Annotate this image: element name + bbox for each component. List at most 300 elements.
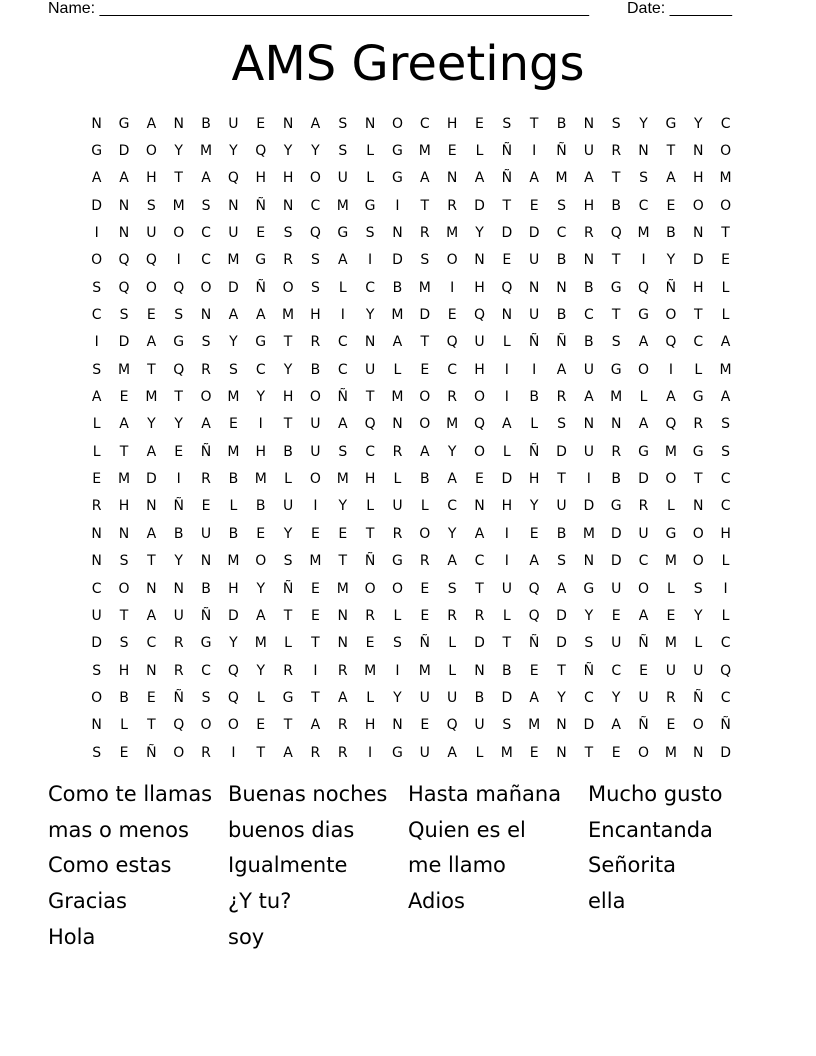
grid-letter: U [282, 498, 294, 515]
grid-letter: H [692, 279, 704, 296]
grid-letter: T [119, 443, 129, 460]
grid-letter: D [118, 143, 130, 160]
grid-letter: Y [611, 689, 621, 706]
grid-letter: G [638, 443, 649, 460]
grid-letter: A [666, 389, 676, 406]
grid-letter: T [174, 389, 183, 406]
grid-letter: T [365, 389, 375, 406]
grid-letter: N [583, 416, 595, 433]
grid-letter: A [611, 717, 621, 734]
grid-letter: E [256, 115, 266, 132]
grid-letter: N [556, 279, 567, 296]
grid-letter: R [201, 471, 211, 488]
grid-letter: N [556, 717, 567, 734]
grid-letter: H [255, 443, 266, 460]
grid-letter: C [146, 635, 157, 652]
grid-letter: U [228, 115, 239, 132]
grid-letter: Y [584, 607, 594, 624]
grid-letter: G [282, 689, 294, 706]
grid-letter: R [666, 689, 676, 706]
grid-letter: O [282, 279, 294, 296]
grid-letter: E [174, 443, 184, 460]
grid-letter: B [419, 471, 430, 488]
grid-letter: L [92, 416, 101, 433]
grid-letter: O [255, 553, 267, 570]
grid-letter: R [337, 662, 348, 679]
grid-letter: Y [529, 498, 539, 515]
grid-letter: I [258, 416, 263, 433]
grid-letter: Ñ [638, 635, 649, 652]
grid-letter: S [338, 115, 348, 132]
grid-letter: O [309, 170, 321, 187]
grid-letter: C [365, 279, 375, 296]
grid-letter: C [556, 225, 567, 242]
grid-letter: E [256, 525, 266, 542]
grid-letter: Ñ [173, 498, 184, 515]
grid-letter: C [201, 225, 211, 242]
grid-letter: Y [283, 361, 293, 378]
grid-letter: C [91, 580, 102, 597]
grid-letter: A [337, 252, 348, 269]
grid-letter: L [338, 279, 347, 296]
grid-letter: C [365, 443, 375, 460]
grid-letter: D [91, 197, 103, 214]
grid-letter: T [283, 717, 293, 734]
grid-letter: U [638, 689, 649, 706]
header [48, 0, 768, 20]
grid-letter: Q [473, 416, 485, 433]
grid-letter: E [256, 717, 266, 734]
grid-letter: C [693, 334, 704, 351]
grid-letter: S [557, 416, 566, 433]
grid-letter: C [720, 498, 731, 515]
grid-letter: S [92, 361, 102, 378]
grid-letter: D [419, 307, 431, 324]
grid-letter: I [532, 143, 537, 160]
grid-letter: S [611, 334, 621, 351]
grid-letter: Y [256, 389, 266, 406]
grid-letter: B [556, 252, 567, 269]
word-list-item: Gracias [48, 888, 127, 913]
grid-letter: G [118, 115, 130, 132]
grid-letter: I [176, 252, 181, 269]
grid-letter: A [638, 334, 649, 351]
grid-letter: H [118, 498, 130, 515]
grid-letter: G [392, 744, 403, 761]
grid-letter: R [693, 416, 704, 433]
grid-letter: B [556, 525, 567, 542]
grid-letter: G [610, 361, 622, 378]
grid-letter: S [393, 635, 402, 652]
grid-letter: C [419, 115, 430, 132]
grid-letter: C [255, 361, 266, 378]
grid-letter: Ñ [501, 143, 513, 160]
grid-letter: D [556, 443, 567, 460]
grid-letter: C [583, 689, 594, 706]
grid-letter: T [311, 689, 320, 706]
grid-letter: S [721, 443, 731, 460]
grid-letter: C [337, 361, 348, 378]
grid-letter: I [450, 279, 455, 296]
grid-letter: E [310, 525, 320, 542]
grid-letter: D [474, 197, 485, 214]
grid-letter: U [337, 170, 348, 187]
grid-letter: R [201, 744, 211, 761]
grid-letter: Q [309, 225, 321, 242]
grid-letter: D [556, 635, 567, 652]
grid-letter: U [474, 334, 485, 351]
grid-letter: S [557, 553, 566, 570]
grid-letter: D [392, 252, 403, 269]
grid-letter: N [392, 225, 403, 242]
grid-letter: N [200, 307, 212, 324]
grid-letter: R [419, 225, 430, 242]
grid-letter: S [310, 252, 320, 269]
grid-letter: Q [665, 334, 677, 351]
grid-letter: Ñ [583, 662, 595, 679]
grid-letter: L [420, 498, 429, 515]
grid-letter: I [504, 553, 509, 570]
grid-letter: E [475, 471, 484, 488]
grid-letter: M [418, 662, 431, 679]
grid-letter: T [611, 252, 621, 269]
grid-letter: M [145, 389, 158, 406]
grid-letter: Y [229, 334, 238, 351]
grid-letter: O [364, 580, 376, 597]
grid-letter: I [395, 662, 400, 679]
grid-letter: L [393, 607, 402, 624]
grid-letter: Y [229, 143, 238, 160]
grid-letter: O [419, 389, 431, 406]
grid-letter: R [337, 744, 348, 761]
grid-letter: S [228, 361, 238, 378]
grid-letter: C [720, 635, 731, 652]
grid-letter: D [118, 334, 130, 351]
grid-letter: R [447, 389, 457, 406]
grid-letter: Ñ [173, 689, 184, 706]
grid-letter: E [146, 689, 156, 706]
grid-letter: D [501, 225, 513, 242]
grid-letter: Q [638, 279, 650, 296]
word-list-item: ella [588, 888, 626, 913]
grid-letter: N [392, 416, 403, 433]
grid-letter: Ñ [638, 717, 649, 734]
grid-letter: T [283, 416, 293, 433]
grid-letter: N [146, 498, 157, 515]
grid-letter: L [721, 307, 730, 324]
grid-letter: O [446, 252, 458, 269]
grid-letter: E [420, 717, 430, 734]
grid-letter: R [310, 744, 321, 761]
grid-letter: M [391, 389, 404, 406]
grid-letter: E [420, 580, 430, 597]
grid-letter: M [418, 143, 431, 160]
grid-letter: O [145, 143, 157, 160]
grid-letter: L [92, 443, 101, 460]
grid-letter: A [255, 307, 266, 324]
grid-letter: I [94, 225, 99, 242]
grid-letter: N [692, 143, 704, 160]
grid-letter: D [720, 744, 731, 761]
grid-letter: M [528, 717, 541, 734]
grid-letter: M [391, 307, 404, 324]
grid-letter: E [529, 197, 539, 214]
grid-letter: U [364, 361, 376, 378]
grid-letter: A [529, 170, 539, 187]
grid-letter: S [119, 553, 129, 570]
grid-letter: T [611, 170, 621, 187]
grid-letter: H [501, 498, 513, 515]
grid-letter: Y [174, 416, 183, 433]
grid-letter: N [91, 115, 102, 132]
grid-letter: Y [311, 143, 320, 160]
grid-letter: H [364, 471, 376, 488]
grid-letter: S [584, 635, 594, 652]
grid-letter: M [364, 662, 377, 679]
grid-letter: O [692, 197, 704, 214]
grid-letter: R [419, 553, 430, 570]
grid-letter: D [474, 635, 485, 652]
grid-letter: U [665, 662, 677, 679]
grid-letter: G [91, 143, 103, 160]
grid-letter: T [311, 635, 320, 652]
grid-letter: U [583, 143, 594, 160]
grid-letter: I [368, 744, 373, 761]
grid-letter: G [337, 225, 349, 242]
grid-letter: O [200, 279, 212, 296]
grid-letter: L [393, 471, 402, 488]
grid-letter: A [474, 170, 485, 187]
grid-letter: O [309, 389, 321, 406]
grid-letter: M [664, 744, 677, 761]
grid-letter: R [392, 443, 403, 460]
word-list-item: Señorita [588, 853, 676, 878]
grid-letter: I [504, 389, 509, 406]
grid-letter: M [336, 197, 349, 214]
grid-letter: H [474, 279, 485, 296]
grid-letter: C [720, 689, 731, 706]
grid-letter: M [172, 197, 185, 214]
grid-letter: I [395, 197, 400, 214]
grid-letter: Q [227, 689, 239, 706]
grid-letter: A [584, 170, 594, 187]
grid-letter: S [447, 580, 457, 597]
grid-letter: U [228, 225, 239, 242]
grid-letter: O [419, 525, 431, 542]
grid-letter: A [91, 389, 102, 406]
grid-letter: D [556, 607, 567, 624]
grid-letter: L [502, 607, 511, 624]
grid-letter: U [529, 252, 540, 269]
grid-letter: U [310, 443, 321, 460]
grid-letter: Q [255, 143, 267, 160]
grid-letter: U [392, 498, 403, 515]
word-list-item: Como te llamas [48, 781, 213, 806]
grid-letter: E [146, 307, 156, 324]
grid-letter: Q [173, 279, 185, 296]
grid-letter: S [174, 307, 184, 324]
grid-letter: Ñ [255, 279, 266, 296]
grid-letter: O [692, 525, 704, 542]
grid-letter: Ñ [200, 443, 212, 460]
grid-letter: S [92, 744, 102, 761]
grid-letter: S [201, 197, 211, 214]
grid-letter: R [201, 361, 211, 378]
grid-letter: N [446, 170, 458, 187]
grid-letter: M [282, 307, 295, 324]
grid-letter: A [584, 389, 594, 406]
grid-letter: N [364, 115, 376, 132]
grid-letter: R [611, 443, 622, 460]
grid-letter: D [528, 225, 540, 242]
word-list-item: mas o menos [48, 817, 189, 842]
grid-letter: M [664, 635, 677, 652]
grid-letter: S [338, 443, 348, 460]
grid-letter: T [283, 334, 293, 351]
grid-letter: S [92, 279, 102, 296]
grid-letter: O [173, 744, 185, 761]
grid-letter: E [92, 471, 102, 488]
grid-letter: C [611, 662, 622, 679]
grid-letter: T [365, 525, 375, 542]
grid-letter: A [146, 115, 157, 132]
grid-letter: D [583, 498, 595, 515]
grid-letter: D [610, 553, 622, 570]
grid-letter: G [692, 389, 704, 406]
grid-letter: G [173, 334, 185, 351]
grid-letter: N [528, 279, 540, 296]
grid-letter: E [639, 662, 648, 679]
grid-letter: N [200, 553, 212, 570]
grid-letter: C [638, 553, 649, 570]
grid-letter: Y [229, 635, 238, 652]
grid-letter: U [501, 580, 512, 597]
grid-letter: G [692, 443, 704, 460]
grid-letter: Q [118, 279, 130, 296]
grid-letter: A [666, 170, 676, 187]
grid-letter: U [419, 744, 430, 761]
grid-letter: U [583, 361, 594, 378]
grid-letter: C [201, 252, 211, 269]
grid-letter: M [227, 389, 240, 406]
grid-letter: L [721, 607, 730, 624]
grid-letter: L [284, 635, 292, 652]
grid-letter: B [392, 279, 403, 296]
grid-letter: G [665, 525, 677, 542]
grid-letter: B [556, 307, 567, 324]
grid-letter: U [583, 443, 594, 460]
grid-letter: U [474, 717, 485, 734]
grid-letter: S [310, 279, 320, 296]
grid-letter: S [283, 225, 293, 242]
word-list-item: Encantanda [588, 817, 713, 842]
grid-letter: R [337, 717, 348, 734]
grid-letter: A [146, 525, 157, 542]
word-list-item: Adios [408, 888, 465, 913]
word-list [48, 776, 768, 954]
grid-letter: T [693, 307, 703, 324]
grid-letter: O [200, 389, 212, 406]
grid-letter: Y [283, 143, 293, 160]
grid-letter: M [227, 252, 240, 269]
grid-letter: Q [528, 580, 540, 597]
grid-letter: B [584, 334, 594, 351]
grid-letter: H [583, 197, 595, 214]
grid-letter: Y [557, 689, 566, 706]
grid-letter: L [721, 279, 730, 296]
grid-letter: O [145, 279, 157, 296]
grid-letter: Ñ [528, 443, 540, 460]
grid-letter: Ñ [692, 689, 704, 706]
grid-letter: C [720, 471, 731, 488]
grid-letter: G [392, 143, 403, 160]
grid-letter: T [721, 225, 730, 242]
grid-letter: D [501, 689, 513, 706]
grid-letter: Q [173, 717, 185, 734]
grid-letter: R [310, 334, 321, 351]
grid-letter: M [555, 170, 568, 187]
grid-letter: A [91, 170, 102, 187]
grid-letter: C [720, 115, 731, 132]
grid-letter: R [583, 225, 594, 242]
grid-letter: T [174, 170, 183, 187]
grid-letter: M [637, 225, 650, 242]
grid-letter: N [118, 197, 130, 214]
grid-letter: L [256, 689, 265, 706]
grid-letter: O [665, 307, 677, 324]
grid-letter: E [475, 115, 484, 132]
grid-letter: A [255, 607, 266, 624]
grid-letter: L [502, 443, 511, 460]
grid-letter: U [200, 525, 212, 542]
grid-letter: C [447, 361, 458, 378]
grid-letter: G [583, 580, 595, 597]
grid-letter: E [201, 498, 211, 515]
grid-letter: Q [473, 307, 485, 324]
grid-letter: E [611, 744, 621, 761]
grid-letter: B [255, 498, 266, 515]
grid-letter: A [146, 334, 157, 351]
grid-letter: L [475, 143, 484, 160]
grid-letter: R [447, 197, 457, 214]
grid-letter: N [692, 225, 704, 242]
grid-letter: G [638, 307, 649, 324]
grid-letter: L [502, 334, 511, 351]
grid-letter: U [611, 635, 622, 652]
grid-letter: Q [610, 225, 622, 242]
grid-letter: I [340, 307, 345, 324]
grid-letter: S [119, 635, 129, 652]
grid-letter: O [692, 717, 704, 734]
grid-letter: U [556, 498, 567, 515]
grid-letter: Y [693, 115, 703, 132]
grid-letter: N [364, 334, 376, 351]
grid-letter: B [119, 689, 129, 706]
grid-letter: M [446, 225, 459, 242]
page-title: AMS Greetings [231, 36, 585, 92]
grid-letter: H [364, 717, 376, 734]
grid-letter: S [338, 143, 348, 160]
word-list-item: Mucho gusto [588, 781, 723, 806]
grid-letter: Ñ [200, 607, 212, 624]
grid-letter: U [173, 607, 184, 624]
grid-letter: N [692, 744, 704, 761]
grid-letter: L [366, 170, 375, 187]
grid-letter: Ñ [528, 635, 540, 652]
grid-letter: Y [447, 525, 457, 542]
grid-letter: U [447, 689, 458, 706]
grid-letter: L [639, 389, 648, 406]
